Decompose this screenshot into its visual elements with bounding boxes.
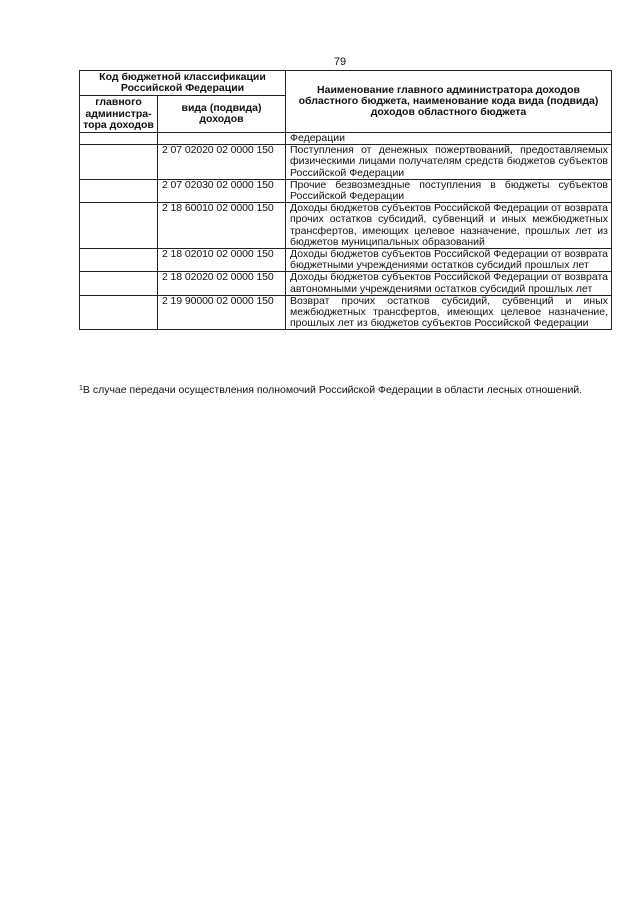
- table-row: [80, 272, 612, 295]
- budget-classification-table: [79, 70, 612, 330]
- footnote-text: В случае передачи осуществления полномочий Российской Федерации в области лесных отношений.: [82, 384, 583, 396]
- table-row: [80, 179, 612, 202]
- table-row: [80, 295, 612, 330]
- cell-revenue-name: Возврат прочих остатков субсидий, субвенций и иных межбюджетных трансфертов, имеющих целевое назначение, прошлых лет из бюджетов субъектов Российской Федерации: [286, 295, 612, 330]
- cell-revenue-code: 2 18 02010 02 0000 150: [158, 249, 286, 272]
- header-col-code: вида (подвида) доходов: [158, 96, 286, 133]
- table-row: [80, 203, 612, 249]
- cell-admin-code: [80, 203, 158, 249]
- table-row: [80, 145, 612, 180]
- cell-admin-code: [80, 145, 158, 180]
- cell-admin-code: [80, 179, 158, 202]
- cell-admin-code: [80, 249, 158, 272]
- table-body: [80, 133, 612, 330]
- cell-revenue-name: Федерации: [286, 133, 612, 145]
- table-row: [80, 249, 612, 272]
- cell-revenue-code: 2 18 60010 02 0000 150: [158, 203, 286, 249]
- cell-admin-code: [80, 133, 158, 145]
- cell-revenue-code: 2 07 02030 02 0000 150: [158, 179, 286, 202]
- header-group-label: Код бюджетной классификации Российской Федерации: [80, 71, 286, 96]
- table-row: [80, 133, 612, 145]
- cell-revenue-name: Доходы бюджетов субъектов Российской Федерации от возврата прочих остатков субсидий, субвенций и иных межбюджетных трансфертов, имеющих целевое назначение, прошлых лет из бюджетов муниципальных образований: [286, 203, 612, 249]
- header-col-admin: главного администра-тора доходов: [80, 96, 158, 133]
- cell-revenue-code: [158, 133, 286, 145]
- cell-admin-code: [80, 272, 158, 295]
- cell-revenue-code: 2 18 02020 02 0000 150: [158, 272, 286, 295]
- header-col-name: Наименование главного администратора доходов областного бюджета, наименование кода вида (подвида) доходов областного бюджета: [286, 71, 612, 133]
- cell-revenue-code: 2 19 90000 02 0000 150: [158, 295, 286, 330]
- cell-revenue-name: Прочие безвозмездные поступления в бюджеты субъектов Российской Федерации: [286, 179, 612, 202]
- footnote: [79, 384, 619, 396]
- cell-revenue-name: Доходы бюджетов субъектов Российской Федерации от возврата бюджетными учреждениями остатков субсидий прошлых лет: [286, 249, 612, 272]
- cell-revenue-code: 2 07 02020 02 0000 150: [158, 145, 286, 180]
- page-number: 79: [333, 56, 347, 68]
- footnote-marker: 1: [79, 385, 83, 392]
- cell-revenue-name: Поступления от денежных пожертвований, предоставляемых физическими лицами получателям средств бюджетов субъектов Российской Федерации: [286, 145, 612, 180]
- cell-revenue-name: Доходы бюджетов субъектов Российской Федерации от возврата автономными учреждениями остатков субсидий прошлых лет: [286, 272, 612, 295]
- cell-admin-code: [80, 295, 158, 330]
- table-header-row: [80, 71, 612, 96]
